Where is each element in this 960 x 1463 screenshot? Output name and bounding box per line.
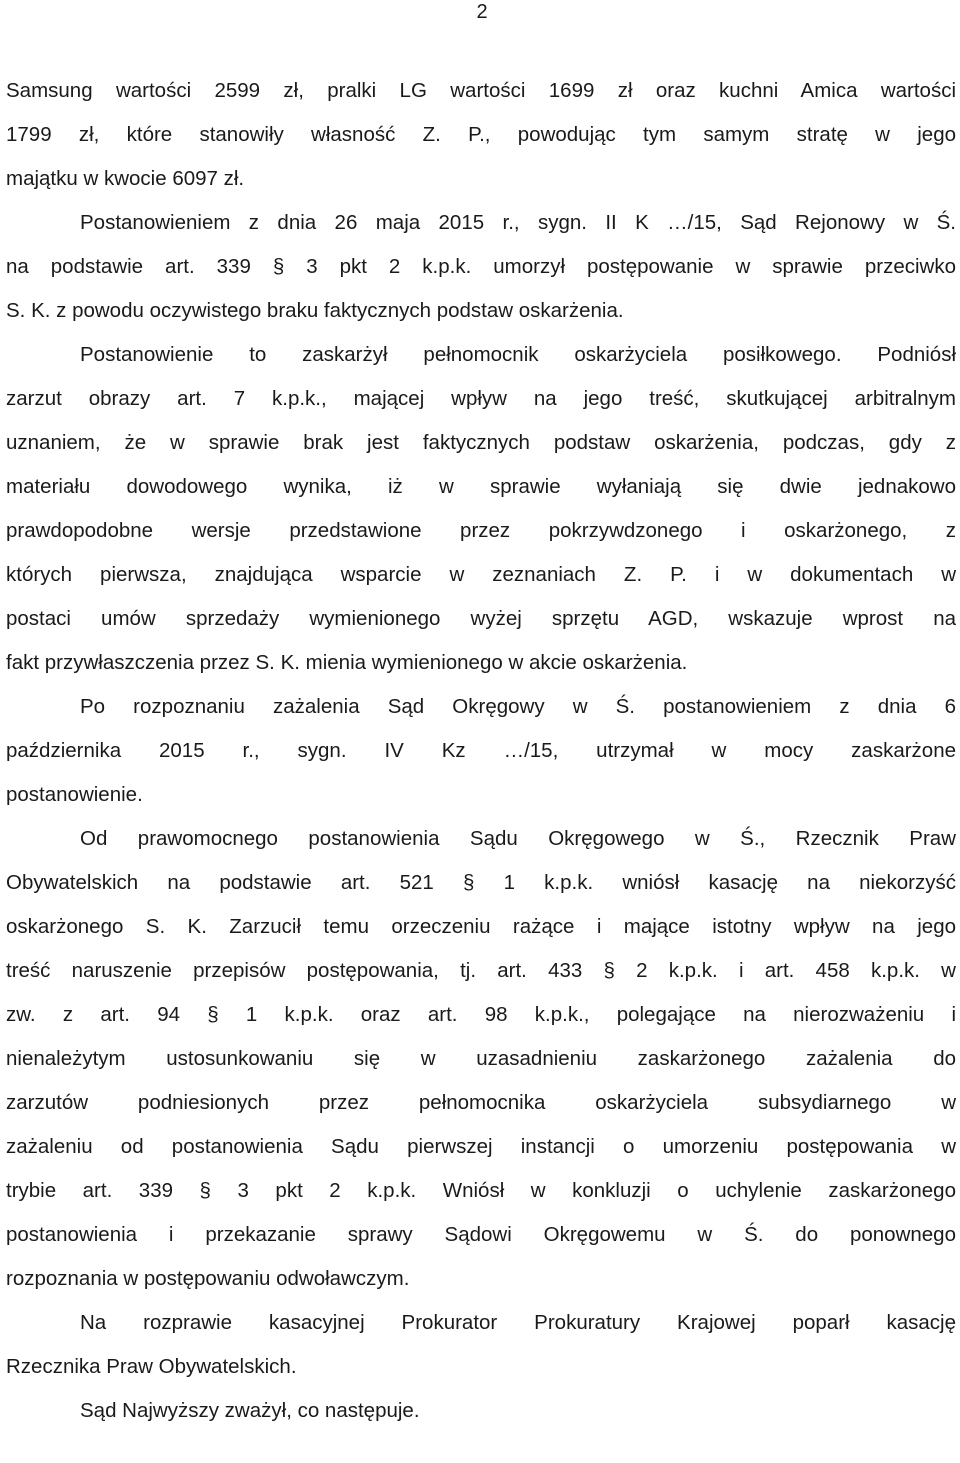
text-line <box>6 641 956 685</box>
line-text: oskarżonego S. K. Zarzucił temu orzeczeniu rażące i mające istotny wpływ na jego <box>6 915 956 938</box>
line-text: Obywatelskich na podstawie art. 521 § 1 k.p.k. wniósł kasację na niekorzyść <box>6 871 956 894</box>
text-line <box>6 1169 956 1213</box>
line-text: Od prawomocnego postanowienia Sądu Okręgowego w Ś., Rzecznik Praw <box>80 827 956 850</box>
line-text: Po rozpoznaniu zażalenia Sąd Okręgowy w Ś. postanowieniem z dnia 6 <box>80 695 956 718</box>
line-text: postanowienie. <box>6 783 143 806</box>
text-line <box>6 1037 956 1081</box>
line-text: Rzecznika Praw Obywatelskich. <box>6 1355 297 1378</box>
text-line <box>6 817 956 861</box>
line-text: Sąd Najwyższy zważył, co następuje. <box>80 1399 420 1422</box>
text-line <box>6 289 956 333</box>
text-line <box>6 1389 956 1433</box>
line-text: postaci umów sprzedaży wymienionego wyżej sprzętu AGD, wskazuje wprost na <box>6 607 956 630</box>
text-line <box>6 949 956 993</box>
text-line <box>6 597 956 641</box>
body-text <box>6 69 956 1433</box>
line-text: postanowienia i przekazanie sprawy Sądowi Okręgowemu w Ś. do ponownego <box>6 1223 956 1246</box>
text-line <box>6 465 956 509</box>
line-text: zarzutów podniesionych przez pełnomocnika oskarżyciela subsydiarnego w <box>6 1091 956 1114</box>
line-text: materiału dowodowego wynika, iż w sprawie wyłaniają się dwie jednakowo <box>6 475 956 498</box>
line-text: Postanowieniem z dnia 26 maja 2015 r., sygn. II K …/15, Sąd Rejonowy w Ś. <box>80 211 956 234</box>
text-line <box>6 69 956 113</box>
line-text: fakt przywłaszczenia przez S. K. mienia wymienionego w akcie oskarżenia. <box>6 651 688 674</box>
text-line <box>6 1213 956 1257</box>
line-text: października 2015 r., sygn. IV Kz …/15, utrzymał w mocy zaskarżone <box>6 739 956 762</box>
line-text: na podstawie art. 339 § 3 pkt 2 k.p.k. umorzył postępowanie w sprawie przeciwko <box>6 255 956 278</box>
line-text: których pierwsza, znajdująca wsparcie w zeznaniach Z. P. i w dokumentach w <box>6 563 956 586</box>
line-text: Na rozprawie kasacyjnej Prokurator Prokuratury Krajowej poparł kasację <box>80 1311 956 1334</box>
text-line <box>6 421 956 465</box>
line-text: Postanowienie to zaskarżył pełnomocnik oskarżyciela posiłkowego. Podniósł <box>80 343 956 366</box>
text-line <box>6 1345 956 1389</box>
text-line <box>6 245 956 289</box>
page-number: 2 <box>476 1 488 23</box>
text-line <box>6 685 956 729</box>
text-line <box>6 113 956 157</box>
text-line <box>6 157 956 201</box>
text-line <box>6 861 956 905</box>
text-line <box>6 377 956 421</box>
text-line <box>6 905 956 949</box>
text-line <box>6 333 956 377</box>
text-line <box>6 1257 956 1301</box>
line-text: zażaleniu od postanowienia Sądu pierwszej instancji o umorzeniu postępowania w <box>6 1135 956 1158</box>
line-text: rozpoznania w postępowaniu odwoławczym. <box>6 1267 410 1290</box>
text-line <box>6 509 956 553</box>
line-text: zw. z art. 94 § 1 k.p.k. oraz art. 98 k.p.k., polegające na nierozważeniu i <box>6 1003 956 1026</box>
line-text: 1799 zł, które stanowiły własność Z. P., powodując tym samym stratę w jego <box>6 123 956 146</box>
text-line <box>6 1081 956 1125</box>
text-line <box>6 773 956 817</box>
text-line <box>6 729 956 773</box>
line-text: trybie art. 339 § 3 pkt 2 k.p.k. Wniósł w konkluzji o uchylenie zaskarżonego <box>6 1179 956 1202</box>
text-line <box>6 993 956 1037</box>
line-text: zarzut obrazy art. 7 k.p.k., mającej wpływ na jego treść, skutkującej arbitralnym <box>6 387 956 410</box>
text-line <box>6 1125 956 1169</box>
line-text: uznaniem, że w sprawie brak jest faktycznych podstaw oskarżenia, podczas, gdy z <box>6 431 956 454</box>
line-text: prawdopodobne wersje przedstawione przez pokrzywdzonego i oskarżonego, z <box>6 519 956 542</box>
line-text: majątku w kwocie 6097 zł. <box>6 167 245 190</box>
line-text: S. K. z powodu oczywistego braku faktycznych podstaw oskarżenia. <box>6 299 624 322</box>
text-line <box>6 201 956 245</box>
line-text: treść naruszenie przepisów postępowania, tj. art. 433 § 2 k.p.k. i art. 458 k.p.k. w <box>6 959 956 982</box>
line-text: Samsung wartości 2599 zł, pralki LG wartości 1699 zł oraz kuchni Amica wartości <box>6 79 956 102</box>
line-text: nienależytym ustosunkowaniu się w uzasadnieniu zaskarżonego zażalenia do <box>6 1047 956 1070</box>
text-line <box>6 553 956 597</box>
text-line <box>6 1301 956 1345</box>
